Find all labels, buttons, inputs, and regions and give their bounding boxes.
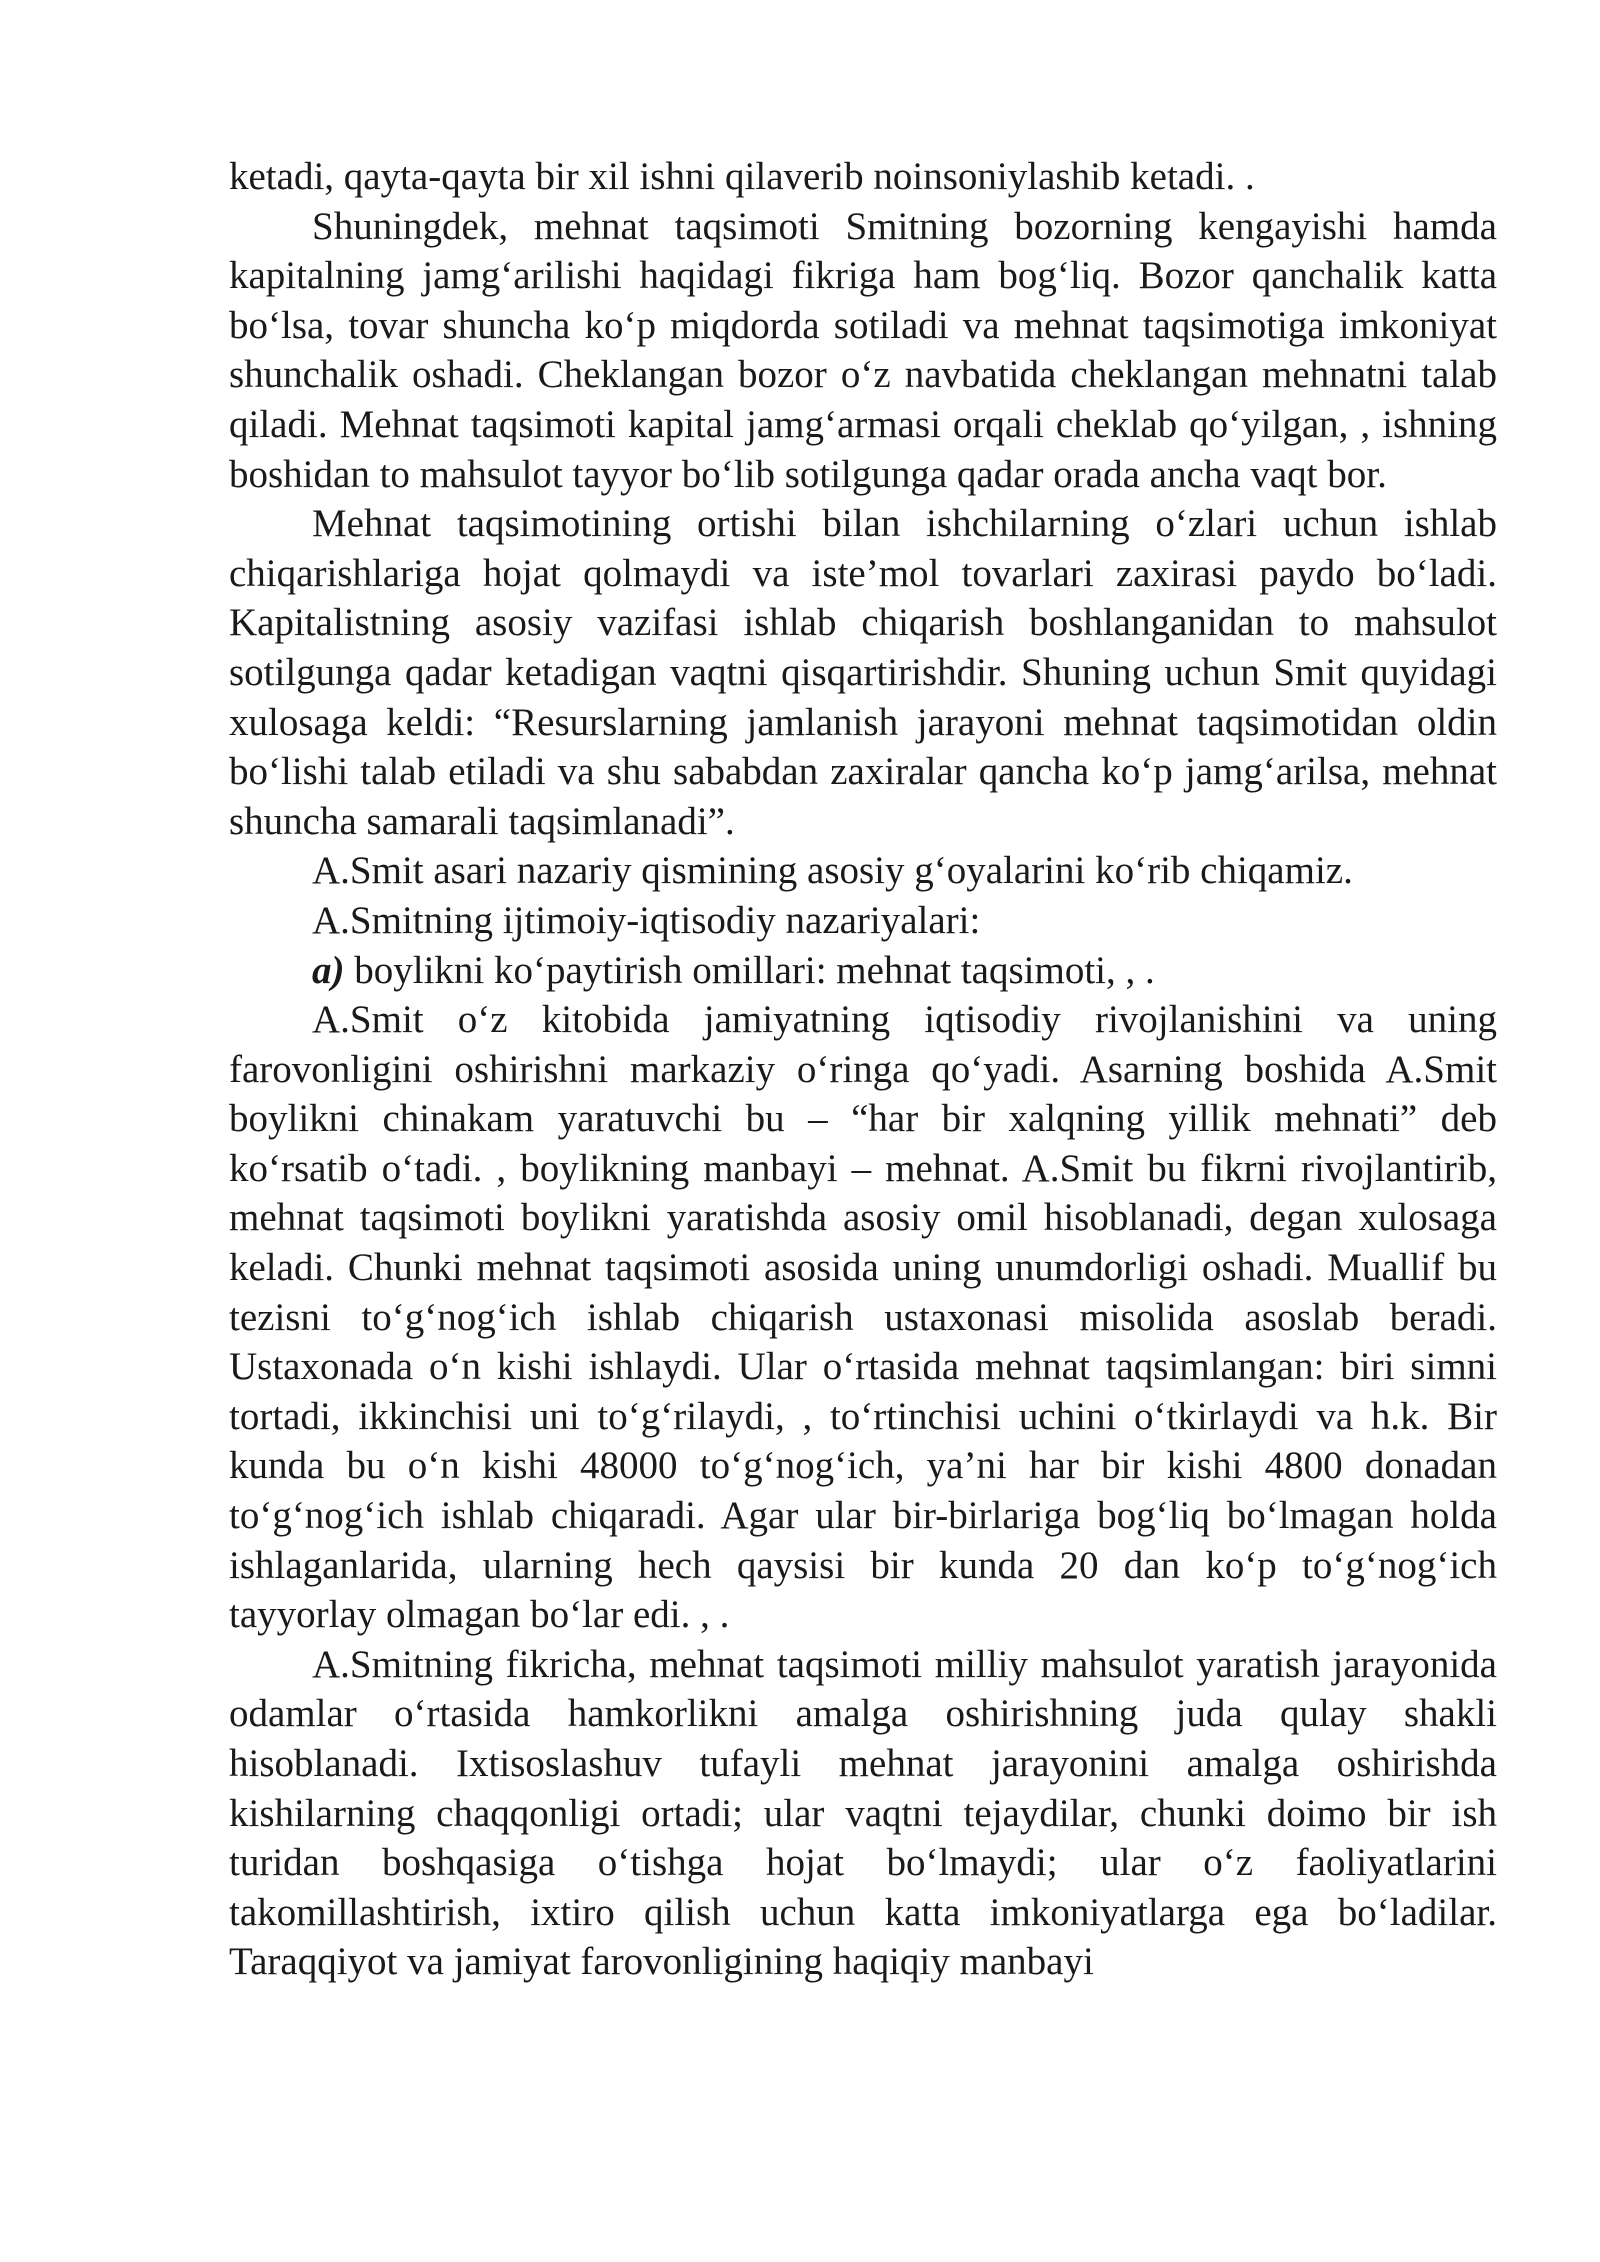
list-item-a	[229, 946, 1497, 996]
paragraph-pin-factory: A.Smit o‘z kitobida jamiyatning iqtisodiy rivojlanishini va uning farovonligini oshirishni markaziy o‘ringa qo‘yadi. Asarning boshida A.Smit boylikni chinakam yaratuvchi bu – “har bir xalqning yillik mehnati” deb ko‘rsatib o‘tadi. , boylikning manbayi – mehnat. A.Smit bu fikrni rivojlantirib, mehnat taqsimoti boylikni yaratishda asosiy omil hisoblanadi, degan xulosaga keladi. Chunki mehnat taqsimoti asosida uning unumdorligi oshadi. Muallif bu tezisni to‘g‘nog‘ich ishlab chiqarish ustaxonasi misolida asoslab beradi. Ustaxonada o‘n kishi ishlaydi. Ular o‘rtasida mehnat taqsimlangan: biri simni tortadi, ikkinchisi uni to‘g‘rilaydi, , to‘rtinchisi uchini o‘tkirlaydi va h.k. Bir kunda bu o‘n kishi 48000 to‘g‘nog‘ich, ya’ni har bir kishi 4800 donadan to‘g‘nog‘ich ishlab chiqaradi. Agar ular bir-birlariga bog‘liq bo‘lmagan holda ishlaganlarida, ularning hech qaysisi bir kunda 20 dan ko‘p to‘g‘nog‘ich tayyorlay olmagan bo‘lar edi. , .	[229, 998, 1497, 1637]
document-page	[229, 152, 1497, 1987]
list-item-text: boylikni ko‘paytirish omillari: mehnat taqsimoti, , .	[344, 948, 1155, 992]
paragraph-capital-accumulation: Mehnat taqsimotining ortishi bilan ishchilarning o‘zlari uchun ishlab chiqarishlariga hojat qolmaydi va iste’mol tovarlari zaxirasi paydo bo‘ladi. Kapitalistning asosiy vazifasi ishlab chiqarish boshlanganidan to mahsulot sotilgunga qadar ketadigan vaqtni qisqartirishdir. Shuning uchun Smit quyidagi xulosaga keldi: “Resurslarning jamlanish jarayoni mehnat taqsimotidan oldin bo‘lishi talab etiladi va shu sababdan zaxiralar qancha ko‘p jamg‘arilsa, mehnat shuncha samarali taqsimlanadi”.	[229, 502, 1497, 843]
paragraph-theories-heading: A.Smitning ijtimoiy-iqtisodiy nazariyalari:	[312, 898, 981, 942]
paragraph-theory-intro: A.Smit asari nazariy qismining asosiy g‘oyalarini ko‘rib chiqamiz.	[312, 849, 1353, 893]
paragraph-continuation: ketadi, qayta-qayta bir xil ishni qilaverib noinsoniylashib ketadi. .	[229, 155, 1255, 198]
paragraph-division-of-labor-market: Shuningdek, mehnat taqsimoti Smitning bozorning kengayishi hamda kapitalning jamg‘arilishi haqidagi fikriga ham bog‘liq. Bozor qanchalik katta bo‘lsa, tovar shuncha ko‘p miqdorda sotiladi va mehnat taqsimotiga imkoniyat shunchalik oshadi. Cheklangan bozor o‘z navbatida cheklangan mehnatni talab qiladi. Mehnat taqsimoti kapital jamg‘armasi orqali cheklab qo‘yilgan, , ishning boshidan to mahsulot tayyor bo‘lib sotilgunga qadar orada ancha vaqt bor.	[229, 204, 1497, 496]
list-item-label: a)	[312, 948, 345, 992]
paragraph-specialization: A.Smitning fikricha, mehnat taqsimoti milliy mahsulot yaratish jarayonida odamlar o‘rtasida hamkorlikni amalga oshirishning juda qulay shakli hisoblanadi. Ixtisoslashuv tufayli mehnat jarayonini amalga oshirishda kishilarning chaqqonligi ortadi; ular vaqtni tejaydilar, chunki doimo bir ish turidan boshqasiga o‘tishga hojat bo‘lmaydi; ular o‘z faoliyatlarini takomillashtirish, ixtiro qilish uchun katta imkoniyatlarga ega bo‘ladilar. Taraqqiyot va jamiyat farovonligining haqiqiy manbayi	[229, 1642, 1497, 1984]
